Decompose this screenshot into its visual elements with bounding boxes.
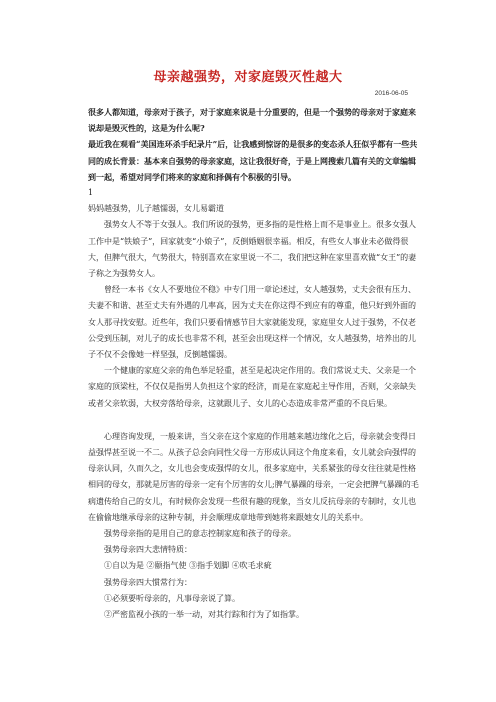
body-paragraph: 曾经一本书《女人不要地位不稳》中专门用一章论述过，女人越强势，丈夫会很有压力、夫妻不和谐、甚至丈夫有外遇的几率高，因为丈夫在你这得不到应有的尊重，他只好到外面的女人那寻找安慰。近些年，我们只要看情感节目大家就能发现，家庭里女人过于强势，不仅老公受到压制，对儿子的成长也非常不利，甚至会出现这样一个情况，女人越强势，培养出的儿子不仅不会像她一样坚强，反倒越懦弱。 bbox=[88, 285, 416, 360]
list-item: ①必须要听母亲的，凡事母亲说了算。 bbox=[104, 593, 240, 603]
body-paragraph: 心理咨询发现，一般来讲，当父亲在这个家庭的作用越来越边缘化之后，母亲就会变得日益强悍甚至说一不二。从孩子总会向同性父母一方形成认同这个角度来看，女儿就会向强悍的母亲认同，久而久之，女儿也会变成强悍的女儿，很多家庭中，关系紧张的母女往往就是性格相同的母女，那就是厉害的母亲一定有个厉害的女儿;脾气暴躁的母亲，一定会把脾气暴躁的毛病遗传给自己的女儿，有时候你会发现一些很有趣的现象，当女儿反抗母亲的专制时，女儿也在偷偷地继承母亲的这种专制，并会顺理成章地带到她将来跟她女儿的关系中。 bbox=[88, 431, 419, 522]
body-paragraph: 强势母亲指的是用自己的意志控制家庭和孩子的母亲。 bbox=[104, 529, 296, 539]
body-paragraph: 强势女人不等于女强人。我们所说的强势，更多指的是性格上而不是事业上。很多女强人工作中是“铁娘子”，回家就变“小娘子”，反倒婚姻很幸福。相反，有些女人事业未必做得很大，但脾气很大，气势很大，特别喜欢在家里说一不二，我们把这种在家里喜欢做“女王”的妻子称之为强势女人。 bbox=[88, 220, 417, 279]
body-paragraph: 一个健康的家庭父亲的角色举足轻重，甚至是起决定作用的。我们常说丈夫、父亲是一个家庭的顶梁柱，不仅仅是指男人负担这个家的经济，而是在家庭起主导作用，否则，父亲缺失或者父亲软弱，大权旁落给母亲，这就跟儿子、女儿的心态造成非常严重的不良后果。 bbox=[88, 366, 416, 408]
document-date: 2016-06-05 bbox=[374, 90, 408, 97]
document-body bbox=[88, 104, 420, 623]
paragraph-gap bbox=[88, 412, 420, 429]
intro-paragraph: 最近我在观看“美国连环杀手纪录片”后，让我感到惊讶的是很多的变态杀人狂似乎都有一些共同的成长背景：基本来自强势的母亲家庭，这让我很好奇，于是上网搜索几篇有关的文章编辑到一起，希望对同学们将来的家庭和择偶有个积极的引导。 bbox=[88, 139, 418, 182]
list-heading: 强势母亲四大悲情特质： bbox=[104, 545, 192, 555]
list-heading: 强势母亲四大惯常行为： bbox=[104, 577, 192, 587]
intro-paragraph: 很多人都知道，母亲对于孩子，对于家庭来说是十分重要的，但是一个强势的母亲对于家庭来说却是毁灭性的，这是为什么呢? bbox=[88, 107, 416, 134]
list-item: ①自以为是 ②颐指气使 ③指手划脚 ④吹毛求疵 bbox=[104, 561, 272, 571]
document-title: 母亲越强势，对家庭毁灭性越大 bbox=[153, 70, 343, 85]
section-number: 1 bbox=[88, 188, 94, 198]
list-item: ②严密监视小孩的一举一动，对其行踪和行为了如指掌。 bbox=[104, 610, 304, 620]
section-subtitle: 妈妈越强势，儿子越懦弱，女儿易霸道 bbox=[88, 204, 224, 214]
